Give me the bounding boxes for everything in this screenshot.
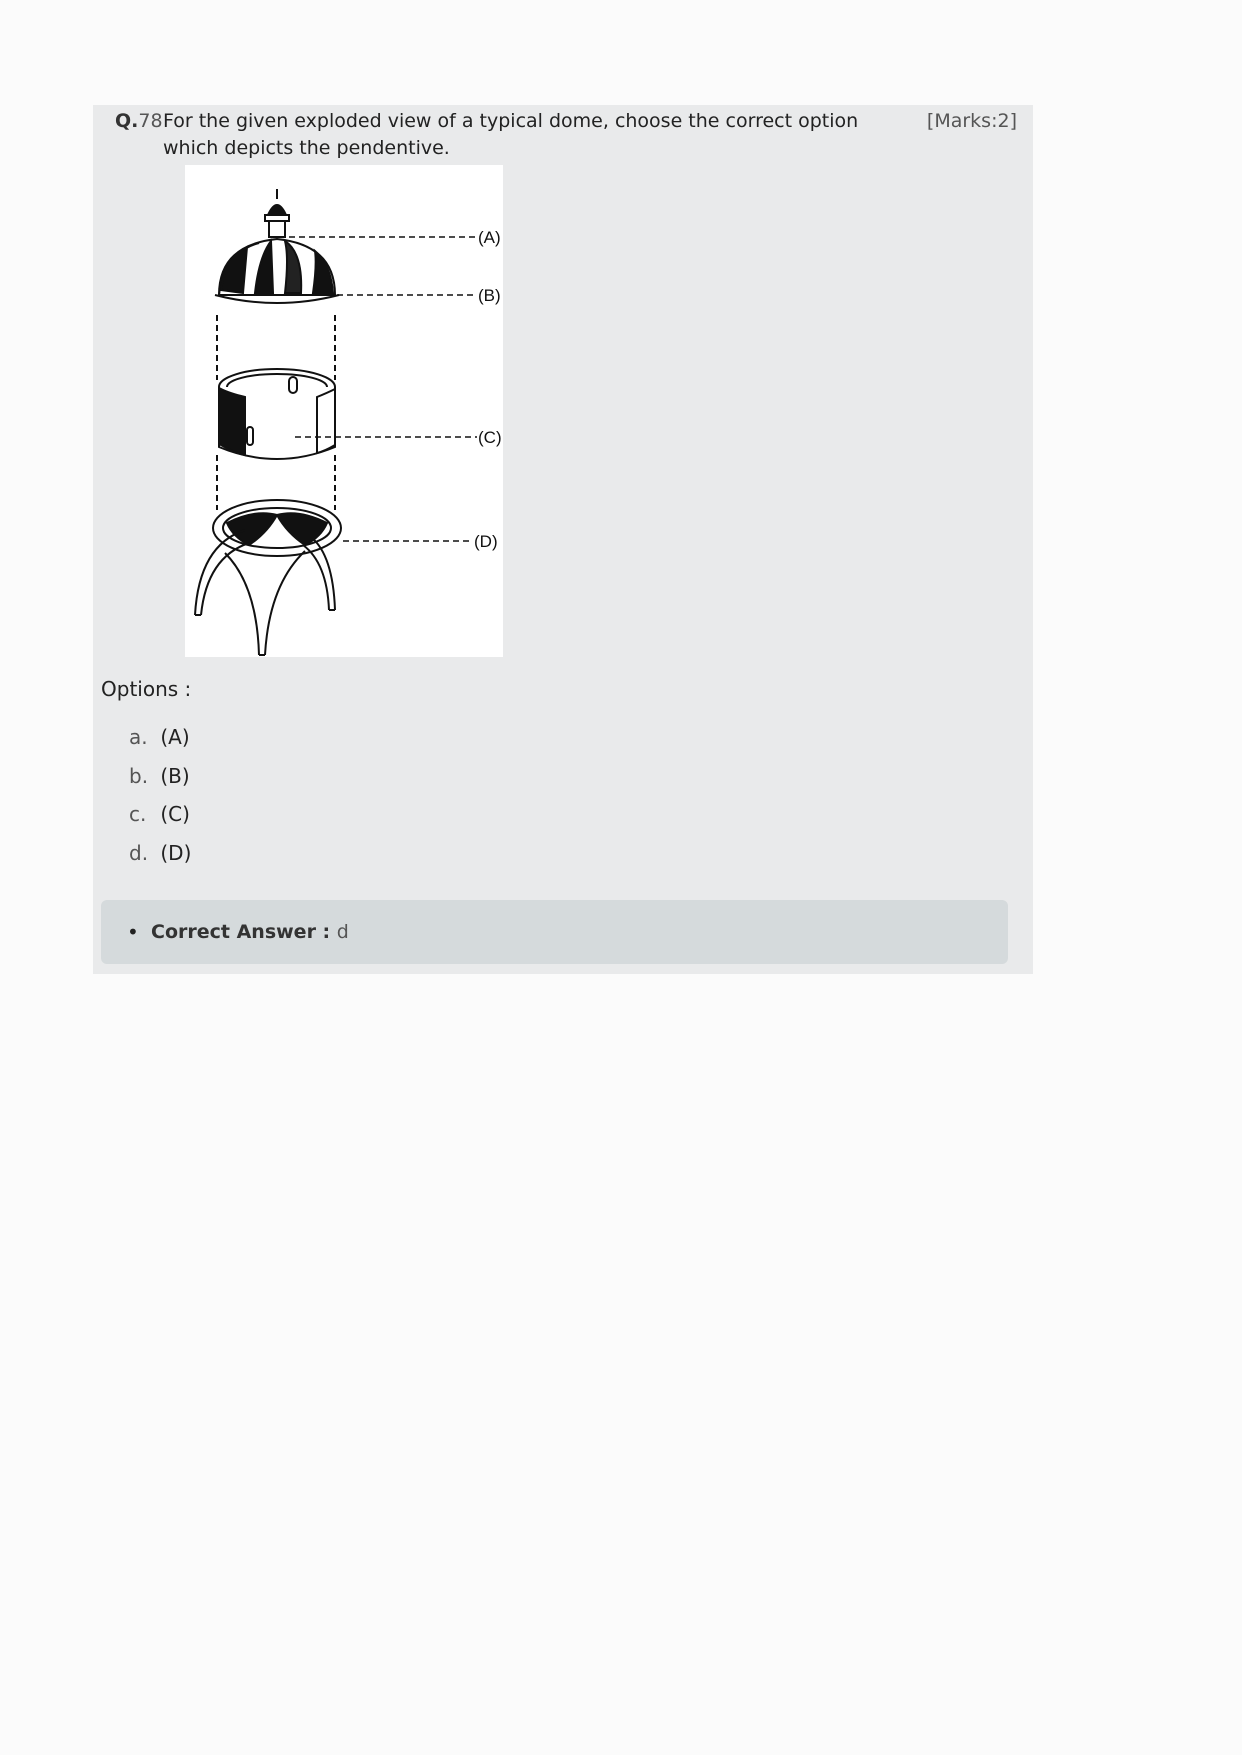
question-text: For the given exploded view of a typical dome, choose the correct option which depicts the pendentive. (163, 110, 859, 159)
options-heading: Options : (101, 677, 192, 701)
dome-diagram (185, 165, 503, 657)
figure-label-c: (C) (478, 428, 502, 447)
figure-label-b: (B) (478, 286, 501, 305)
option-b[interactable]: b. (B) (129, 763, 190, 788)
marks-label: [Marks:2] (926, 110, 1017, 132)
figure-label-a: (A) (478, 228, 501, 247)
option-c[interactable]: c. (C) (129, 802, 190, 826)
option-d[interactable]: d. (D) (129, 840, 192, 865)
option-a[interactable]: a. (A) (129, 725, 190, 749)
question-card (93, 105, 1033, 974)
figure-label-d: (D) (474, 532, 498, 551)
correct-answer-box (101, 900, 1008, 964)
bullet-icon: • (127, 920, 139, 944)
correct-answer-value: d (336, 921, 349, 943)
correct-answer-label: Correct Answer : d (151, 921, 349, 943)
question-number: Q.78 (115, 110, 163, 132)
options-list (129, 725, 191, 879)
dome-exploded-view-figure (185, 165, 503, 657)
